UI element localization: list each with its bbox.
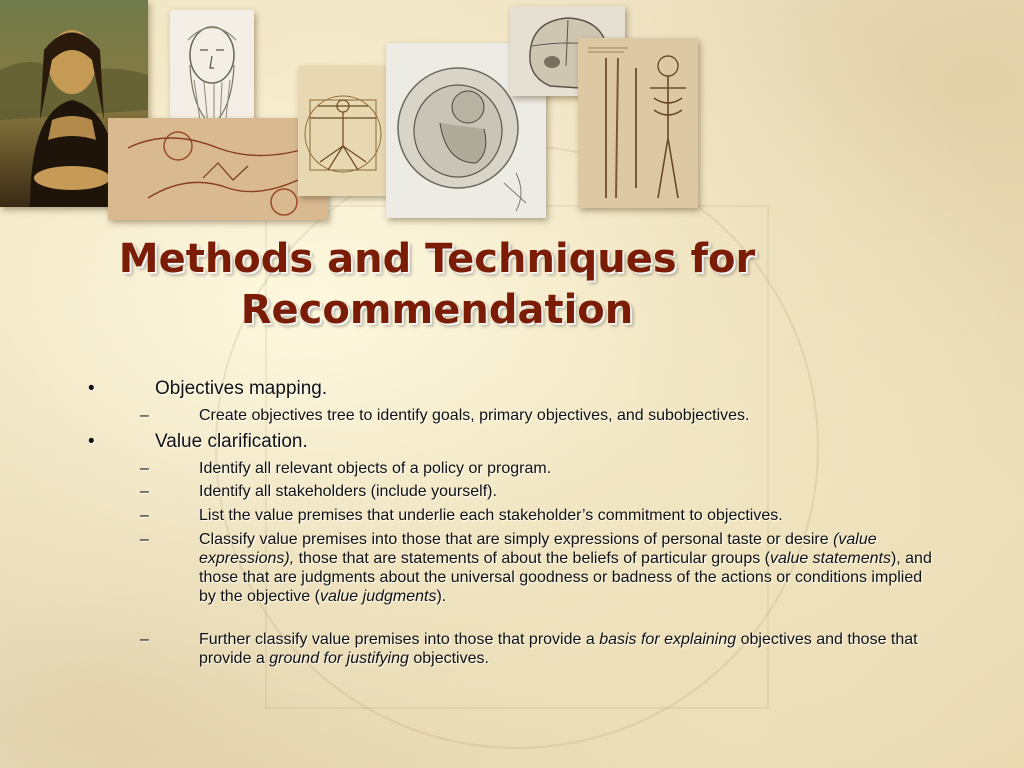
header-image-collage (0, 0, 1024, 225)
sub-bullet-marker: – (140, 631, 149, 648)
list-item (140, 530, 940, 606)
bullet-marker: • (88, 431, 95, 452)
vitruvian-man-drawing (298, 66, 388, 196)
sub-bullet-further-classify (199, 630, 939, 668)
list-item (140, 459, 940, 478)
sub-bullet-stakeholders: Identify all stakeholders (include yourself). (199, 483, 497, 500)
emphasis-value-expressions: (value expressions), (199, 531, 877, 567)
emphasis-value-judgments: value judgments (319, 588, 437, 605)
sub-bullet-marker: – (140, 483, 149, 500)
sub-bullet-marker: – (140, 407, 149, 424)
text-run: Further classify value premises into those that provide a (199, 631, 600, 648)
bullet-value-clarification: Value clarification. (155, 431, 308, 452)
slide-title (0, 234, 874, 336)
sub-bullet-classify-premises (199, 530, 939, 606)
sub-bullet-marker: – (140, 507, 149, 524)
sub-bullet-marker: – (140, 531, 149, 548)
sub-bullet-value-premises: List the value premises that underlie each stakeholder’s commitment to objectives. (199, 507, 783, 524)
sub-bullet-marker: – (140, 460, 149, 477)
text-run: ), and those that are judgments about the universal goodness or badness of the actions or conditions implied by the objective ( (199, 550, 932, 605)
self-portrait-sketch (170, 10, 254, 133)
skeleton-study-drawing (578, 38, 698, 208)
bullet-objectives-mapping: Objectives mapping. (155, 378, 328, 399)
chariot-drawing (108, 118, 328, 220)
bullet-marker: • (88, 378, 95, 399)
text-run: ). (436, 588, 447, 605)
sub-bullet-objectives-tree: Create objectives tree to identify goals, primary objectives, and subobjectives. (199, 407, 750, 424)
text-run: Classify value premises into those that are simply expressions of personal taste or desire (199, 531, 834, 548)
title-line-1: Methods and Techniques for (118, 236, 756, 282)
list-item (140, 630, 940, 668)
sub-bullet-relevant-objects: Identify all relevant objects of a policy or program. (199, 460, 552, 477)
text-run: those that are statements of about the beliefs of particular groups ( (294, 550, 770, 567)
list-item (140, 506, 940, 525)
list-item (140, 482, 940, 501)
emphasis-basis-for-explaining: basis for explaining (599, 631, 737, 648)
title-line-2: Recommendation (240, 287, 634, 333)
emphasis-ground-for-justifying: ground for justifying (269, 650, 409, 667)
list-item (140, 406, 940, 425)
text-run: objectives. (408, 650, 489, 667)
text-run: objectives and those that provide a (199, 631, 918, 667)
emphasis-value-statements: value statements (769, 550, 891, 567)
